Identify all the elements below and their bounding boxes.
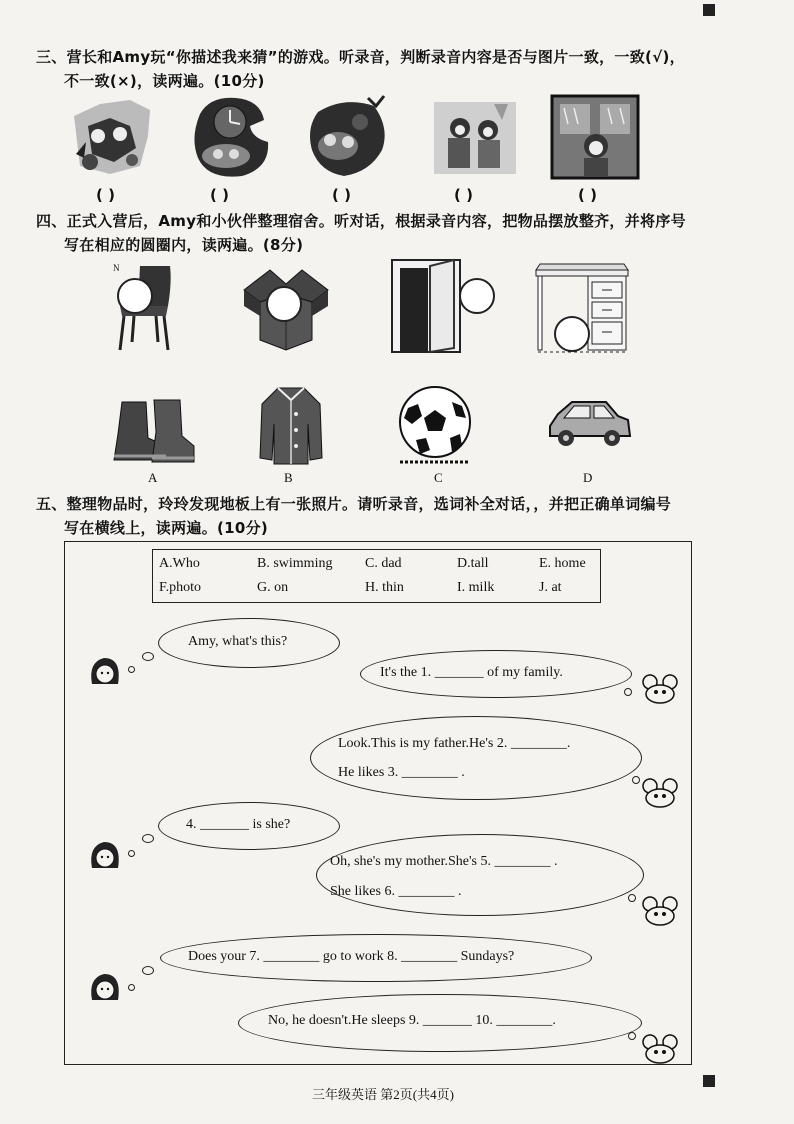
answer-paren-5[interactable]: ( ) xyxy=(578,186,597,204)
word-g: G. on xyxy=(257,580,289,595)
section4-title-line1: 四、正式入营后，Amy和小伙伴整理宿舍。听对话，根据录音内容，把物品摆放整齐，并将序号 xyxy=(36,212,686,230)
word-h: H. thin xyxy=(365,580,404,595)
mouse-avatar-icon xyxy=(640,1034,680,1064)
chair-answer-circle[interactable] xyxy=(117,278,153,314)
speech-bubble-mouse-3 xyxy=(316,834,644,916)
item-label-a: A xyxy=(148,470,158,485)
corner-mark-bottom xyxy=(703,1075,715,1087)
item-label-b: B xyxy=(284,470,293,485)
door-image xyxy=(390,258,472,354)
section3-title-line1: 三、营长和Amy玩“你描述我来猜”的游戏。听录音，判断录音内容是否与图片一致，一致(√)， xyxy=(36,48,685,66)
mouse-avatar-icon xyxy=(640,778,680,808)
dialogue-line-mouse-2a: Look.This is my father.He's 2. ________. xyxy=(338,736,571,751)
dialogue-line-amy-2: 4. _______ is she? xyxy=(186,817,291,832)
chair-mark: N xyxy=(113,263,120,273)
girl-avatar-icon xyxy=(88,654,122,690)
dialogue-line-mouse-2b: He likes 3. ________ . xyxy=(338,765,465,780)
item-label-d: D xyxy=(583,470,593,485)
section4-title-line2: 写在相应的圆圈内，读两遍。(8分) xyxy=(64,236,304,254)
boots-image xyxy=(110,398,196,466)
answer-paren-2[interactable]: ( ) xyxy=(210,186,229,204)
dialogue-line-mouse-4: No, he doesn't.He sleeps 9. _______ 10. ________. xyxy=(268,1013,556,1028)
picture-clock-party xyxy=(190,94,274,180)
bubble-tail-dot xyxy=(628,894,636,902)
bubble-tail-dot xyxy=(128,850,135,857)
answer-paren-4[interactable]: ( ) xyxy=(454,186,473,204)
bubble-tail-dot xyxy=(624,688,632,696)
speech-bubble-mouse-2 xyxy=(310,716,642,800)
bubble-tail-dot xyxy=(142,652,154,661)
word-e: E. home xyxy=(539,556,586,571)
corner-mark-top xyxy=(703,4,715,16)
word-b: B. swimming xyxy=(257,556,333,571)
mouse-avatar-icon xyxy=(640,674,680,704)
section3-title-line2: 不一致(×)，读两遍。(10分) xyxy=(64,72,265,90)
jacket-image xyxy=(258,384,324,468)
dialogue-line-mouse-3a: Oh, she's my mother.She's 5. ________ . xyxy=(330,854,558,869)
bubble-tail-dot xyxy=(142,966,154,975)
picture-children-playground xyxy=(70,96,154,178)
section5-title-line1: 五、整理物品时，玲玲发现地板上有一张照片。请听录音，选词补全对话，，并把正确单词编号 xyxy=(36,495,672,513)
answer-paren-3[interactable]: ( ) xyxy=(332,186,351,204)
bubble-tail-dot xyxy=(128,984,135,991)
word-a: A.Who xyxy=(159,556,200,571)
dialogue-frame xyxy=(64,541,692,1065)
desk-answer-circle[interactable] xyxy=(554,316,590,352)
word-j: J. at xyxy=(539,580,562,595)
football-image xyxy=(396,384,474,466)
dialogue-line-amy-1: Amy, what's this? xyxy=(188,634,288,649)
word-i: I. milk xyxy=(457,580,495,595)
car-image xyxy=(546,396,632,452)
word-c: C. dad xyxy=(365,556,402,571)
door-answer-circle[interactable] xyxy=(459,278,495,314)
dialogue-line-amy-3: Does your 7. ________ go to work 8. ________ Sundays? xyxy=(188,949,515,964)
picture-two-children xyxy=(432,100,518,176)
section5-title-line2: 写在横线上，读两遍。(10分) xyxy=(64,519,269,537)
picture-girl-window xyxy=(550,94,640,180)
girl-avatar-icon xyxy=(88,838,122,874)
word-d: D.tall xyxy=(457,556,489,571)
word-bank xyxy=(152,549,601,603)
picture-leaf-scene xyxy=(304,92,392,180)
box-answer-circle[interactable] xyxy=(266,286,302,322)
bubble-tail-dot xyxy=(142,834,154,843)
bubble-tail-dot xyxy=(628,1032,636,1040)
word-f: F.photo xyxy=(159,580,202,595)
bubble-tail-dot xyxy=(632,776,640,784)
mouse-avatar-icon xyxy=(640,896,680,926)
item-label-c: C xyxy=(434,470,443,485)
dialogue-line-mouse-1: It's the 1. _______ of my family. xyxy=(380,665,563,680)
answer-paren-1[interactable]: ( ) xyxy=(96,186,115,204)
bubble-tail-dot xyxy=(128,666,135,673)
page-footer: 三年级英语 第2页(共4页) xyxy=(312,1087,454,1102)
girl-avatar-icon xyxy=(88,970,122,1006)
dialogue-line-mouse-3b: She likes 6. ________ . xyxy=(330,884,462,899)
